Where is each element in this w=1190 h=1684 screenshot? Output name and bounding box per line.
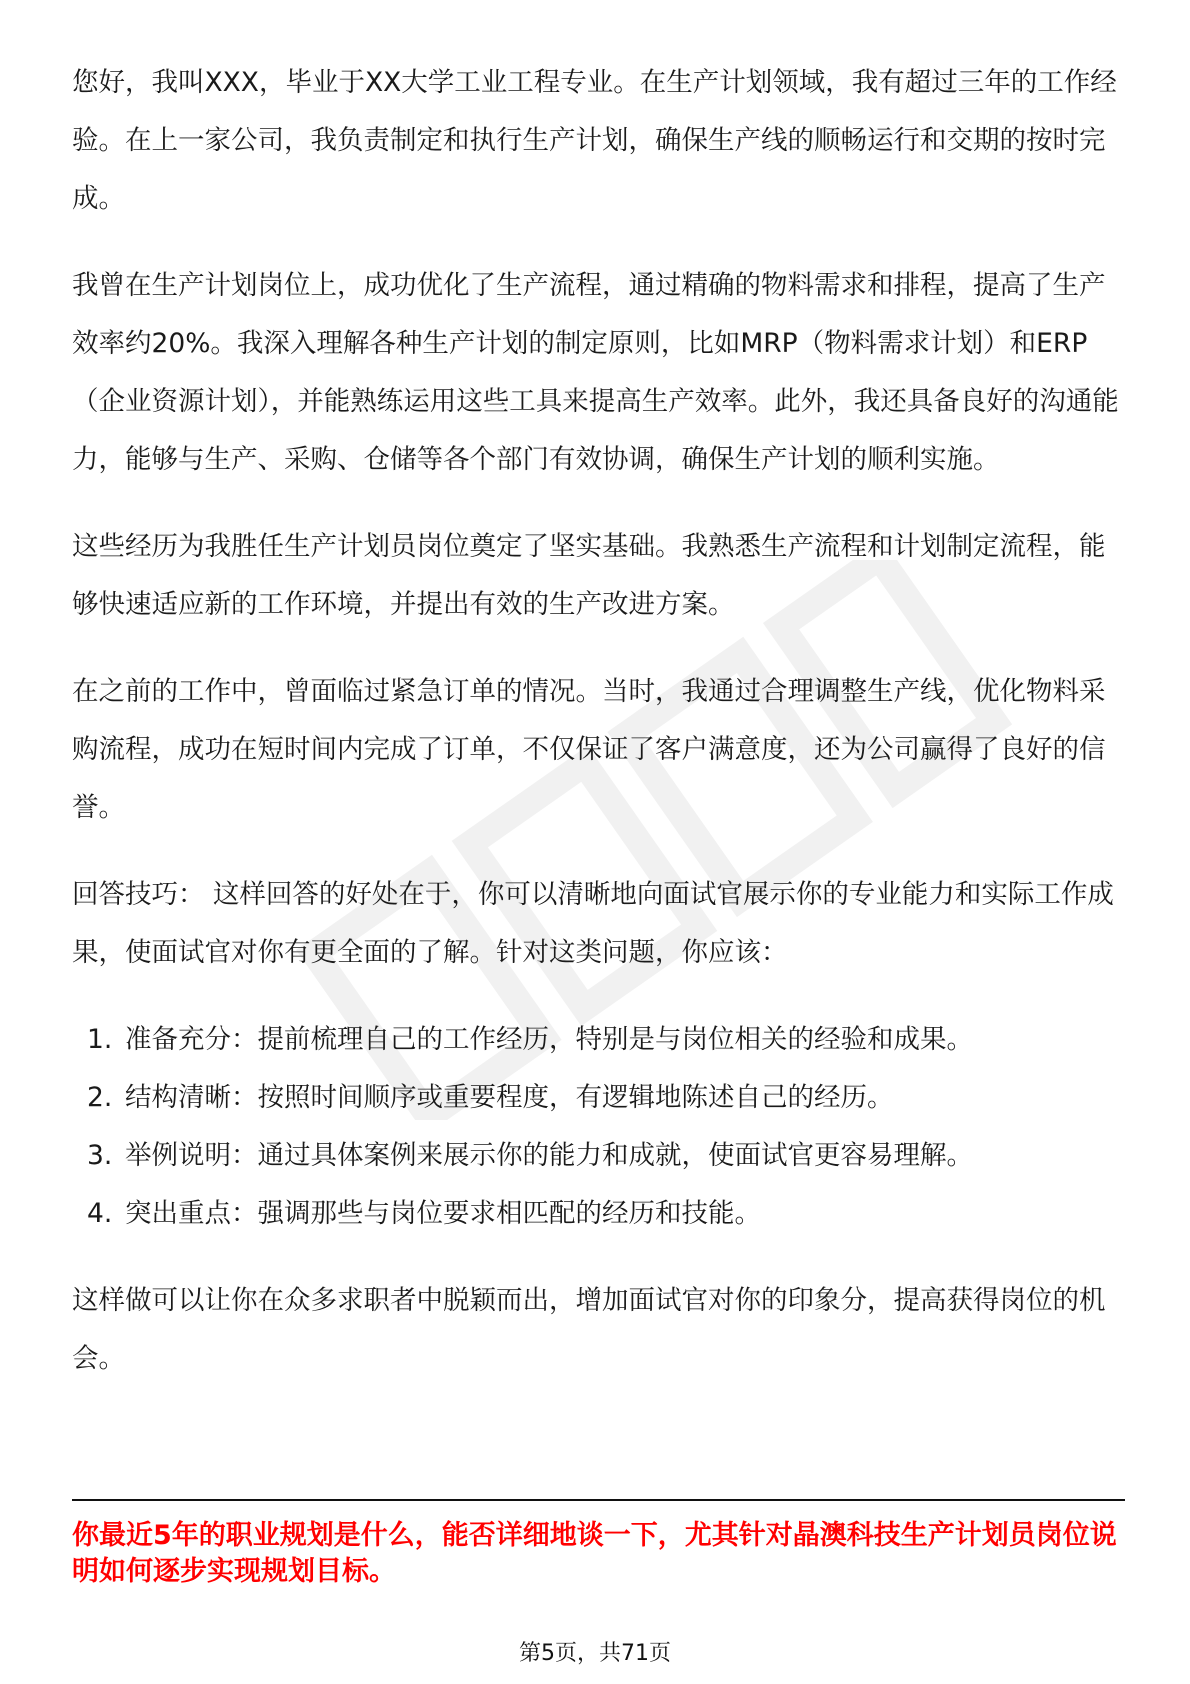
- paragraph-closing: 这样做可以让你在众多求职者中脱颖而出，增加面试官对你的印象分，提高获得岗位的机会。: [72, 1285, 1106, 1374]
- section-divider: [72, 1499, 1125, 1501]
- paragraph-achievements: 我曾在生产计划岗位上，成功优化了生产流程，通过精确的物料需求和排程，提高了生产效率约20%。我深入理解各种生产计划的制定原则，比如MRP（物料需求计划）和ERP（企业资源计划），并能熟练运用这些工具来提高生产效率。此外，我还具备良好的沟通能力，能够与生产、采购、仓储等各个部门有效协调，确保生产计划的顺利实施。: [72, 270, 1119, 475]
- list-item: [72, 1011, 1130, 1069]
- page-number: 第5页，共71页: [519, 1641, 671, 1666]
- list-text: 结构清晰：按照时间顺序或重要程度，有逻辑地陈述自己的经历。: [125, 1082, 894, 1113]
- list-text: 突出重点：强调那些与岗位要求相匹配的经历和技能。: [125, 1198, 761, 1229]
- list-number: 3.: [87, 1140, 113, 1171]
- answer-body: [72, 54, 1130, 1417]
- list-item: [72, 1127, 1130, 1185]
- paragraph-example: 在之前的工作中，曾面临过紧急订单的情况。当时，我通过合理调整生产线，优化物料采购流程，成功在短时间内完成了订单，不仅保证了客户满意度，还为公司赢得了良好的信誉。: [72, 676, 1106, 823]
- paragraph-foundation: 这些经历为我胜任生产计划员岗位奠定了坚实基础。我熟悉生产流程和计划制定流程，能够快速适应新的工作环境，并提出有效的生产改进方案。: [72, 531, 1106, 620]
- tips-list: [72, 1011, 1130, 1243]
- list-number: 4.: [87, 1198, 113, 1229]
- list-text: 举例说明：通过具体案例来展示你的能力和成就，使面试官更容易理解。: [125, 1140, 973, 1171]
- next-question-heading: 你最近5年的职业规划是什么，能否详细地谈一下，尤其针对晶澳科技生产计划员岗位说明如何逐步实现规划目标。: [72, 1520, 1117, 1587]
- list-item: [72, 1185, 1130, 1243]
- list-number: 2.: [87, 1082, 113, 1113]
- list-text: 准备充分：提前梳理自己的工作经历，特别是与岗位相关的经验和成果。: [125, 1024, 973, 1055]
- list-number: 1.: [87, 1024, 113, 1055]
- list-item: [72, 1069, 1130, 1127]
- paragraph-intro: 您好，我叫XXX，毕业于XX大学工业工程专业。在生产计划领域，我有超过三年的工作经验。在上一家公司，我负责制定和执行生产计划，确保生产线的顺畅运行和交期的按时完成。: [72, 67, 1117, 214]
- paragraph-tips-intro: 回答技巧： 这样回答的好处在于，你可以清晰地向面试官展示你的专业能力和实际工作成果，使面试官对你有更全面的了解。针对这类问题，你应该：: [72, 879, 1114, 968]
